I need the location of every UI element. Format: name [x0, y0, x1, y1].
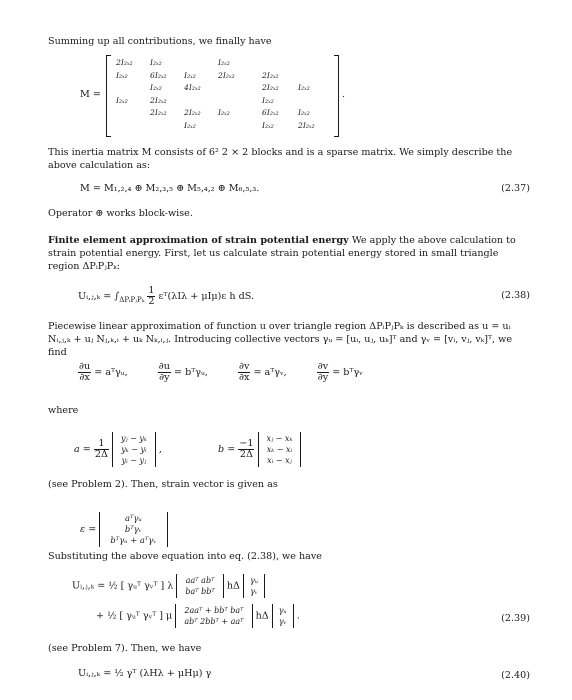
section-title: Finite element approximation of strain potential energy [48, 235, 349, 246]
equation-2-37: M = M₁,₂,₄ ⊕ M₂,₃,₅ ⊕ M₅,₄,₂ ⊕ M₆,₅,₃. [80, 183, 260, 194]
problem7-paragraph: (see Problem 7). Then, we have [48, 643, 202, 654]
b-vector-equation: b = $\frac{-1}{2\Delta}$ xⱼ − xₖ xₖ − xᵢ xᵢ − xⱼ [218, 432, 301, 467]
matrix-block: 4I₂ₓ₂ [184, 83, 201, 93]
equation-2-38: Uᵢ,ⱼ,ₖ = $\int_{\Delta PᵢPⱼP_k}$ $\frac{1}{2}$ εᵀ(λIλ + μIμ)ε h dS. [78, 285, 255, 307]
linear-approx-paragraph: Piecewise linear approximation of function u over triangle region ΔPᵢPⱼPₖ is described as u = uᵢ Nᵢ,ⱼ,ₖ + uⱼ Nⱼ,ₖ,ᵢ + uₖ Nₖ,ᵢ,ⱼ. Introducing collective vectors γᵤ = [uᵢ, uⱼ, uₖ]ᵀ and γᵥ = [vᵢ, vⱼ, vₖ]ᵀ, we find [48, 321, 513, 358]
matrix-block: 2I₂ₓ₂ [116, 58, 133, 67]
matrix-left-bracket [106, 55, 111, 137]
intro-text: Summing up all contributions, we finally have [48, 36, 272, 47]
matrix-block: I₂ₓ₂ [218, 58, 230, 67]
matrix-block: I₂ₓ₂ [150, 83, 162, 93]
matrix-block: I₂ₓ₂ [116, 70, 128, 80]
section-body: We apply the above calculation to strain potential energy. First, let us calculate strain potential energy stored in small triangle region ΔPᵢPⱼPₖ: [48, 235, 516, 272]
matrix-block: 2I₂ₓ₂ [184, 108, 201, 118]
matrix-block: I₂ₓ₂ [184, 121, 196, 130]
matrix-block: I₂ₓ₂ [218, 108, 230, 118]
section-paragraph [48, 234, 524, 273]
matrix-block: 6I₂ₓ₂ [150, 70, 167, 80]
problem2-paragraph: (see Problem 2). Then, strain vector is given as [48, 479, 278, 490]
equation-number-2-37: (2.37) [501, 183, 530, 194]
substitution-paragraph: Substituting the above equation into eq. (2.38), we have [48, 551, 322, 562]
matrix-block: I₂ₓ₂ [184, 70, 196, 80]
equation-2-39-line2: + ½ [ γᵤᵀ γᵥᵀ ] μ 2aaᵀ + bbᵀ baᵀ abᵀ 2bbᵀ + aaᵀ hΔ γᵤ γᵥ . [96, 606, 300, 626]
sparse-paragraph: This inertia matrix M consists of 6² 2 × 2 blocks and is a sparse matrix. We simply describe the above calculation as: [48, 147, 513, 171]
where-text: where [48, 405, 79, 416]
matrix-block: 2I₂ₓ₂ [262, 83, 279, 93]
matrix-block: 2I₂ₓ₂ [298, 121, 315, 130]
equation-2-39-line1: Uᵢ,ⱼ,ₖ = ½ [ γᵤᵀ γᵥᵀ ] λ aaᵀ abᵀ baᵀ bbᵀ hΔ γᵤ γᵥ [72, 574, 265, 598]
matrix-label: M = [80, 89, 101, 100]
equation-number-2-39: (2.39) [501, 613, 530, 624]
operator-paragraph: Operator ⊕ works block-wise. [48, 208, 193, 219]
derivatives-row: $\frac{\partial u}{\partial x}$ = aᵀγᵤ, $\frac{\partial u}{\partial y}$ = bᵀγᵤ, $\frac{\partial v}{\partial x}$ = aᵀγᵥ, $\frac{\partial v}{\partial y}$ = bᵀγᵥ [79, 361, 363, 383]
a-vector-equation: a = $\frac{1}{2\Delta}$ yⱼ − yₖ yₖ − yᵢ yᵢ − yⱼ , [74, 434, 162, 465]
strain-vector-equation: ε = aᵀγᵤ bᵀγᵥ bᵀγᵤ + aᵀγᵥ [80, 512, 168, 547]
matrix-block: 2I₂ₓ₂ [150, 95, 167, 105]
matrix-block: I₂ₓ₂ [298, 108, 310, 118]
matrix-block: I₂ₓ₂ [262, 95, 274, 105]
matrix-block: 6I₂ₓ₂ [262, 108, 279, 118]
matrix-block: I₂ₓ₂ [150, 58, 162, 67]
matrix-block: I₂ₓ₂ [262, 121, 274, 130]
matrix-block: 2I₂ₓ₂ [262, 70, 279, 80]
matrix-block: I₂ₓ₂ [116, 95, 128, 105]
matrix-right-bracket [334, 55, 339, 137]
equation-number-2-40: (2.40) [501, 670, 530, 681]
matrix-block: I₂ₓ₂ [298, 83, 310, 93]
matrix-block: 2I₂ₓ₂ [150, 108, 167, 118]
equation-number-2-38: (2.38) [501, 290, 530, 301]
matrix-period: . [342, 89, 346, 100]
equation-2-40: Uᵢ,ⱼ,ₖ = ½ γᵀ (λHλ + μHμ) γ [78, 668, 212, 679]
matrix-block: 2I₂ₓ₂ [218, 70, 235, 80]
